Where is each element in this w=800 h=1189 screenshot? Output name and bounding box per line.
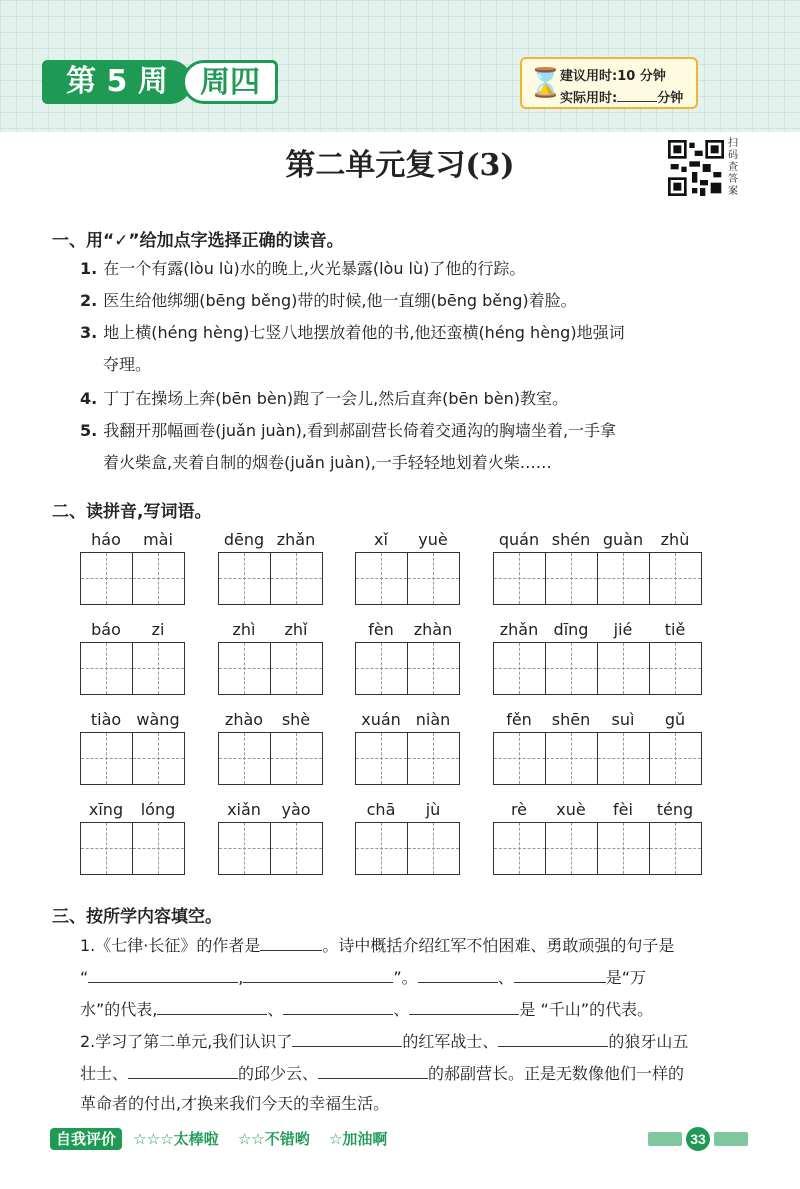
page-title: 第二单元复习(3) bbox=[285, 148, 515, 183]
pinyin-syllable: rè bbox=[510, 800, 528, 819]
word-group bbox=[218, 710, 323, 785]
pinyin-row bbox=[218, 530, 323, 552]
writing-boxes bbox=[80, 732, 185, 785]
section2-heading: 二、读拼音,写词语。 bbox=[52, 502, 212, 522]
word-group bbox=[80, 710, 185, 785]
writing-boxes bbox=[218, 642, 323, 695]
writing-boxes bbox=[493, 642, 702, 695]
writing-cell[interactable] bbox=[133, 643, 184, 694]
section1-heading: 一、用“✓”给加点字选择正确的读音。 bbox=[52, 231, 344, 251]
s1-item-1: 1. 在一个有露(lòu lù)水的晚上,火光暴露(lòu lù)了他的行踪。 bbox=[80, 259, 526, 278]
pinyin-syllable: téng bbox=[656, 800, 694, 819]
pinyin-row bbox=[355, 620, 460, 642]
writing-cell[interactable] bbox=[546, 733, 598, 784]
pinyin-syllable: shè bbox=[281, 710, 311, 729]
word-group bbox=[218, 620, 323, 695]
pinyin-syllable: tiě bbox=[664, 620, 686, 639]
pinyin-syllable: yuè bbox=[418, 530, 448, 549]
writing-cell[interactable] bbox=[408, 823, 459, 874]
pinyin-syllable: chā bbox=[366, 800, 396, 819]
qr-code-icon[interactable] bbox=[668, 140, 724, 196]
pinyin-row bbox=[80, 800, 185, 822]
pinyin-row bbox=[493, 800, 702, 822]
blank[interactable] bbox=[409, 998, 519, 1015]
writing-cell[interactable] bbox=[271, 643, 322, 694]
blank[interactable] bbox=[157, 998, 267, 1015]
writing-boxes bbox=[80, 642, 185, 695]
time-box bbox=[520, 57, 698, 109]
writing-cell[interactable] bbox=[271, 823, 322, 874]
pinyin-syllable: zhǐ bbox=[284, 620, 308, 639]
pinyin-syllable: jù bbox=[425, 800, 441, 819]
writing-cell[interactable] bbox=[650, 823, 701, 874]
writing-cell[interactable] bbox=[546, 823, 598, 874]
pinyin-syllable: zhàn bbox=[413, 620, 453, 639]
writing-boxes bbox=[218, 732, 323, 785]
section3-heading: 三、按所学内容填空。 bbox=[52, 907, 222, 927]
pinyin-syllable: zi bbox=[151, 620, 165, 639]
pinyin-syllable: lóng bbox=[140, 800, 176, 819]
writing-boxes bbox=[493, 552, 702, 605]
writing-cell[interactable] bbox=[81, 823, 133, 874]
pinyin-syllable: dīng bbox=[553, 620, 589, 639]
writing-cell[interactable] bbox=[546, 553, 598, 604]
pinyin-syllable: guàn bbox=[602, 530, 644, 549]
s3-q1-line3: 水”的代表, 、 、 是 “千山”的代表。 bbox=[80, 1000, 654, 1019]
word-group bbox=[493, 620, 702, 695]
pinyin-syllable: xǐ bbox=[374, 530, 388, 549]
pinyin-syllable: shēn bbox=[551, 710, 591, 729]
s3-q1-line1: 1.《七律·长征》的作者是 。诗中概括介绍红军不怕困难、勇敢顽强的句子是 bbox=[80, 936, 675, 955]
pinyin-syllable: zhì bbox=[232, 620, 256, 639]
writing-boxes bbox=[493, 732, 702, 785]
writing-cell[interactable] bbox=[356, 553, 408, 604]
pinyin-row bbox=[493, 710, 702, 732]
rating-keep-going[interactable]: ☆加油啊 bbox=[328, 1130, 388, 1148]
writing-cell[interactable] bbox=[598, 553, 650, 604]
pinyin-row bbox=[493, 620, 702, 642]
blank[interactable] bbox=[128, 1062, 238, 1079]
pinyin-row bbox=[355, 800, 460, 822]
word-group bbox=[355, 800, 460, 875]
word-group bbox=[218, 800, 323, 875]
pinyin-row bbox=[80, 620, 185, 642]
rating-great[interactable]: ☆☆☆太棒啦 bbox=[133, 1130, 219, 1148]
writing-boxes bbox=[355, 822, 460, 875]
blank[interactable] bbox=[283, 998, 393, 1015]
self-eval-label: 自我评价 bbox=[50, 1128, 122, 1150]
self-evaluation bbox=[50, 1128, 387, 1149]
writing-cell[interactable] bbox=[494, 823, 546, 874]
pinyin-row bbox=[80, 530, 185, 552]
pinyin-syllable: zhào bbox=[224, 710, 264, 729]
blank[interactable] bbox=[498, 1030, 608, 1047]
pinyin-syllable: zhǎn bbox=[499, 620, 539, 639]
writing-boxes bbox=[355, 642, 460, 695]
pinyin-row bbox=[218, 620, 323, 642]
suggested-time: 建议用时:10 分钟 bbox=[560, 69, 666, 84]
pinyin-syllable: fèi bbox=[613, 800, 633, 819]
pinyin-syllable: mài bbox=[143, 530, 173, 549]
pinyin-syllable: zhù bbox=[660, 530, 690, 549]
pinyin-row bbox=[218, 800, 323, 822]
pinyin-syllable: xuán bbox=[361, 710, 401, 729]
writing-cell[interactable] bbox=[133, 553, 184, 604]
word-group bbox=[355, 620, 460, 695]
writing-cell[interactable] bbox=[219, 733, 271, 784]
actual-time: 实际用时: 分钟 bbox=[560, 91, 684, 106]
s1-item-3: 3. 地上横(héng hèng)七竖八地摆放着他的书,他还蛮横(héng hèng)地强词 bbox=[80, 323, 625, 342]
blank[interactable] bbox=[292, 1030, 402, 1047]
s3-q2-line2: 壮士、 的邱少云、 的郝副营长。正是无数像他们一样的 bbox=[80, 1064, 685, 1083]
pinyin-syllable: báo bbox=[91, 620, 121, 639]
rating-good[interactable]: ☆☆不错哟 bbox=[237, 1130, 310, 1148]
writing-cell[interactable] bbox=[271, 733, 322, 784]
pinyin-syllable: háo bbox=[91, 530, 121, 549]
writing-cell[interactable] bbox=[650, 733, 701, 784]
writing-cell[interactable] bbox=[219, 643, 271, 694]
writing-cell[interactable] bbox=[219, 823, 271, 874]
writing-boxes bbox=[355, 552, 460, 605]
writing-boxes bbox=[355, 732, 460, 785]
qr-label: 扫码查答案 bbox=[728, 138, 738, 197]
blank[interactable] bbox=[243, 966, 393, 983]
hourglass-icon: ⌛ bbox=[528, 66, 563, 99]
writing-cell[interactable] bbox=[408, 553, 459, 604]
page-number-badge bbox=[648, 1126, 748, 1152]
pinyin-syllable: wàng bbox=[136, 710, 180, 729]
writing-boxes bbox=[218, 552, 323, 605]
s1-item-5-cont: 着火柴盒,夹着自制的烟卷(juǎn juàn),一手轻轻地划着火柴…… bbox=[103, 453, 552, 472]
writing-cell[interactable] bbox=[408, 733, 459, 784]
writing-boxes bbox=[493, 822, 702, 875]
pinyin-syllable: gǔ bbox=[664, 710, 686, 729]
writing-cell[interactable] bbox=[650, 553, 701, 604]
pinyin-row bbox=[80, 710, 185, 732]
blank[interactable] bbox=[260, 934, 322, 951]
s1-item-4: 4. 丁丁在操场上奔(bēn bèn)跑了一会儿,然后直奔(bēn bèn)教室。 bbox=[80, 389, 569, 408]
writing-cell[interactable] bbox=[81, 553, 133, 604]
s1-item-3-cont: 夺理。 bbox=[103, 355, 152, 374]
writing-cell[interactable] bbox=[494, 733, 546, 784]
pinyin-syllable: suì bbox=[611, 710, 635, 729]
writing-boxes bbox=[218, 822, 323, 875]
word-group bbox=[80, 800, 185, 875]
writing-cell[interactable] bbox=[81, 643, 133, 694]
pinyin-row bbox=[355, 710, 460, 732]
writing-cell[interactable] bbox=[598, 733, 650, 784]
pinyin-syllable: zhǎn bbox=[276, 530, 316, 549]
s3-q2-line3: 革命者的付出,才换来我们今天的幸福生活。 bbox=[80, 1094, 390, 1113]
writing-cell[interactable] bbox=[598, 643, 650, 694]
page-number: 33 bbox=[690, 1131, 706, 1147]
writing-cell[interactable] bbox=[356, 823, 408, 874]
s1-item-5: 5. 我翻开那幅画卷(juǎn juàn),看到郝副营长倚着交通沟的胸墙坐着,一手拿 bbox=[80, 421, 617, 440]
word-group bbox=[218, 530, 323, 605]
writing-cell[interactable] bbox=[408, 643, 459, 694]
pinyin-row bbox=[355, 530, 460, 552]
s3-q1-line2: “ , ”。 、 是“万 bbox=[80, 968, 646, 987]
writing-cell[interactable] bbox=[598, 823, 650, 874]
blank[interactable] bbox=[88, 966, 238, 983]
writing-boxes bbox=[80, 822, 185, 875]
pinyin-syllable: fèn bbox=[368, 620, 394, 639]
s3-q2-line1: 2.学习了第二单元,我们认识了 的红军战士、 的狼牙山五 bbox=[80, 1032, 689, 1051]
word-group bbox=[355, 710, 460, 785]
writing-cell[interactable] bbox=[650, 643, 701, 694]
writing-cell[interactable] bbox=[133, 823, 184, 874]
blank[interactable] bbox=[318, 1062, 428, 1079]
week-tab: 第 5 周 bbox=[42, 60, 192, 104]
pinyin-syllable: dēng bbox=[223, 530, 265, 549]
pinyin-row bbox=[218, 710, 323, 732]
day-tab: 周四 bbox=[182, 60, 278, 104]
writing-cell[interactable] bbox=[494, 553, 546, 604]
pinyin-syllable: xīng bbox=[88, 800, 124, 819]
writing-cell[interactable] bbox=[219, 553, 271, 604]
pinyin-syllable: xuè bbox=[556, 800, 586, 819]
pinyin-syllable: fěn bbox=[506, 710, 532, 729]
s1-item-2: 2. 医生给他绑绷(bēng běng)带的时候,他一直绷(bēng běng)着脸。 bbox=[80, 291, 577, 310]
pinyin-syllable: jié bbox=[613, 620, 633, 639]
pinyin-syllable: xiǎn bbox=[227, 800, 261, 819]
blank[interactable] bbox=[514, 966, 606, 983]
pinyin-row bbox=[493, 530, 702, 552]
word-group bbox=[493, 530, 702, 605]
word-group bbox=[355, 530, 460, 605]
writing-cell[interactable] bbox=[133, 733, 184, 784]
pinyin-syllable: tiào bbox=[90, 710, 122, 729]
word-group bbox=[80, 530, 185, 605]
word-group bbox=[80, 620, 185, 695]
pinyin-syllable: yào bbox=[281, 800, 311, 819]
writing-cell[interactable] bbox=[271, 553, 322, 604]
blank[interactable] bbox=[418, 966, 498, 983]
writing-cell[interactable] bbox=[494, 643, 546, 694]
word-group bbox=[493, 800, 702, 875]
writing-cell[interactable] bbox=[356, 733, 408, 784]
word-group bbox=[493, 710, 702, 785]
pinyin-syllable: shén bbox=[551, 530, 591, 549]
pinyin-syllable: quán bbox=[498, 530, 540, 549]
writing-cell[interactable] bbox=[546, 643, 598, 694]
pinyin-syllable: niàn bbox=[415, 710, 451, 729]
writing-cell[interactable] bbox=[81, 733, 133, 784]
writing-cell[interactable] bbox=[356, 643, 408, 694]
writing-boxes bbox=[80, 552, 185, 605]
